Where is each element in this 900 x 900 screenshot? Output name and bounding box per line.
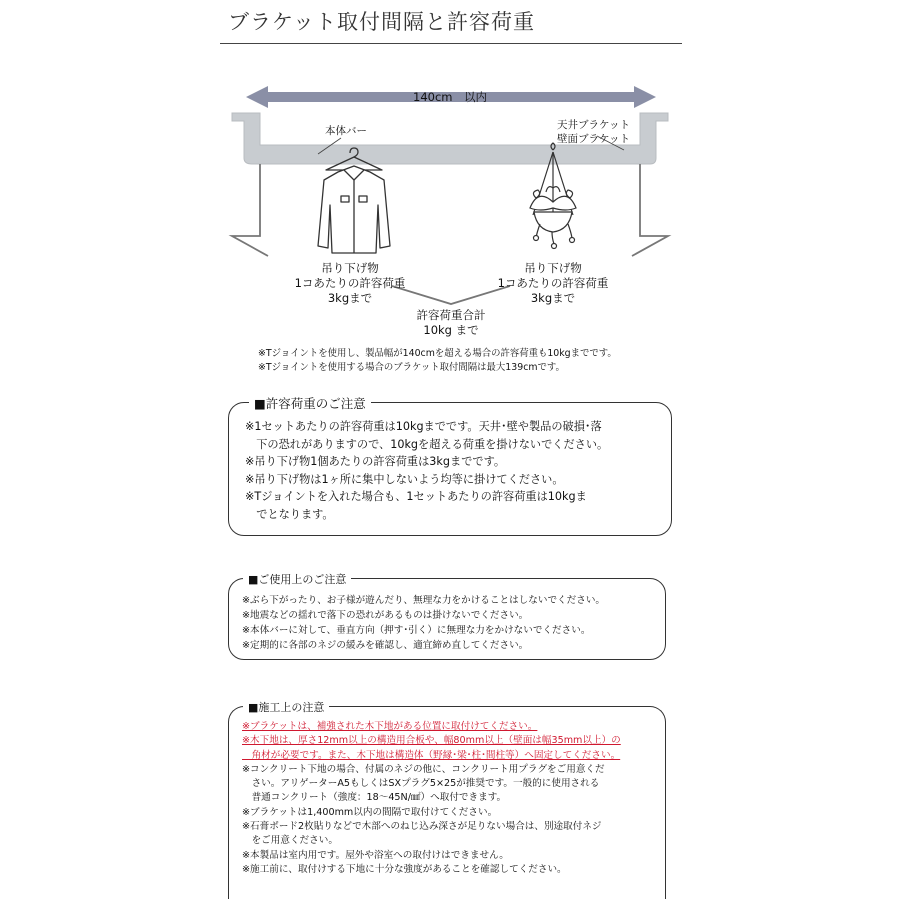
install-caution-line: ※石膏ボード2枚貼りなどで木部へのねじ込み深さが足りない場合は、別途取付ネジ <box>242 821 602 833</box>
bracket-diagram <box>0 0 900 345</box>
load-caution-line: ※Tジョイントを入れた場合も、1セットあたりの許容荷重は10kgま <box>245 490 587 503</box>
right-load-line-2: 1コあたりの許容荷重 <box>497 276 609 290</box>
page-title: ブラケット取付間隔と許容荷重 <box>228 10 535 34</box>
install-caution-line: ※施工前に、取付けする下地に十分な強度があることを確認してください。 <box>242 863 567 875</box>
tjoint-notes <box>258 347 617 375</box>
usage-caution-title: ■ご使用上のご注意 <box>243 571 351 587</box>
load-caution-body <box>245 418 608 523</box>
install-caution-line: さい。アリゲーターA5もしくはSXプラグ5×25が推奨です。一般的に使用される <box>242 778 600 790</box>
install-caution-box <box>228 701 666 899</box>
ceiling-bracket-label: 天井ブラケット <box>557 119 630 131</box>
load-caution-line: 下の恐れがありますので、10kgを超える荷重を掛けないでください。 <box>245 437 609 451</box>
note-line: ※Tジョイントを使用し、製品幅が140cmを超える場合の許容荷重も10kgまでです。 <box>258 348 617 359</box>
install-warning-line: ※ブラケットは、補強された木下地がある位置に取付けてください。 <box>242 721 538 732</box>
right-load-line-3: 3kgまで <box>530 291 576 305</box>
load-caution-box <box>228 396 672 536</box>
install-caution-title: ■施工上の注意 <box>243 699 329 715</box>
load-caution-line: ※1セットあたりの許容荷重は10kgまでです。天井･壁や製品の破損･落 <box>245 420 602 433</box>
install-caution-line: 普通コンクリート（強度：18～45N/㎟）へ取付できます。 <box>242 792 507 804</box>
load-caution-line: ※吊り下げ物1個あたりの許容荷重は3kgまでです。 <box>245 455 506 468</box>
right-load-label <box>473 261 633 306</box>
install-caution-line: ※コンクリート下地の場合、付属のネジの他に、コンクリート用プラグをご用意くだ <box>242 763 605 775</box>
usage-caution-line: ※地震などの揺れで落下の恐れがあるものは掛けないでください。 <box>242 610 529 621</box>
load-caution-line: ※吊り下げ物は1ヶ所に集中しないよう均等に掛けてください。 <box>245 472 564 486</box>
install-caution-line: ※ブラケットは1,400mm以内の間隔で取付けてください。 <box>242 806 498 818</box>
note-line: ※Tジョイントを使用する場合のブラケット取付間隔は最大139cmです。 <box>258 362 565 373</box>
usage-caution-line: ※本体バーに対して、垂直方向（押す･引く）に無理な力をかけないでください。 <box>242 625 591 636</box>
install-caution-line: をご用意ください。 <box>242 835 338 847</box>
left-load-label <box>270 261 430 306</box>
usage-caution-box <box>228 573 666 660</box>
wall-bracket-label: 壁面ブラケット <box>557 133 630 145</box>
right-load-line-1: 吊り下げ物 <box>524 261 582 275</box>
usage-caution-body <box>242 593 605 653</box>
usage-caution-line: ※ぶら下がったり、お子様が遊んだり、無理な力をかけることはしないでください。 <box>242 595 606 606</box>
install-warning-line: 角材が必要です。また、木下地は構造体（野縁･梁･柱･間柱等）へ固定してください。 <box>242 749 621 761</box>
total-load-line-2: 10kg まで <box>423 323 479 337</box>
span-label: 140cm 以内 <box>413 90 487 104</box>
usage-caution-line: ※定期的に各部のネジの緩みを確認し、適宜締め直してください。 <box>242 640 529 651</box>
total-load-label <box>371 308 531 338</box>
install-warning-line: ※木下地は、厚さ12mm以上の構造用合板や、幅80mm以上（壁面は幅35mm以上）の <box>242 735 621 747</box>
left-load-line-1: 吊り下げ物 <box>321 261 379 275</box>
load-caution-title: ■許容荷重のご注意 <box>249 394 371 412</box>
left-load-line-3: 3kgまで <box>327 291 373 305</box>
left-load-line-2: 1コあたりの許容荷重 <box>294 276 406 290</box>
install-caution-body <box>242 720 621 877</box>
bar-label: 本体バー <box>325 125 367 137</box>
load-caution-line: でとなります。 <box>245 507 334 521</box>
install-caution-line: ※本製品は室内用です。屋外や浴室への取付けはできません。 <box>242 849 509 861</box>
total-load-line-1: 許容荷重合計 <box>416 308 486 322</box>
